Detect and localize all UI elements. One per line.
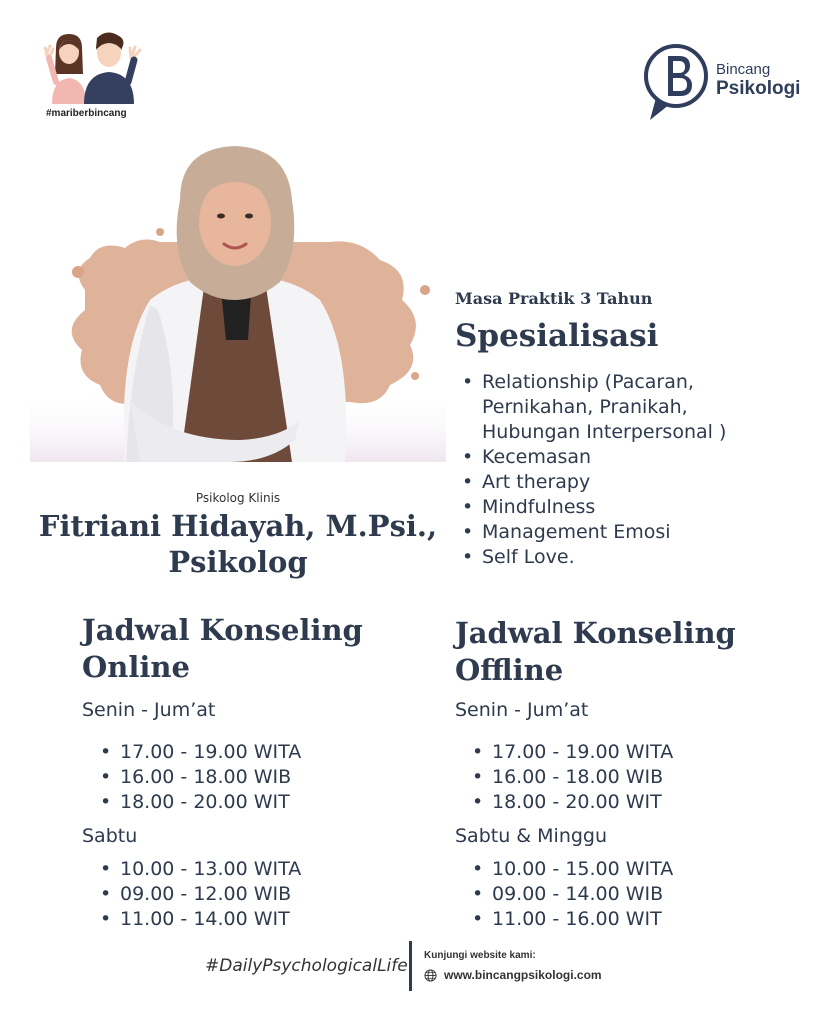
online-weekday-times	[100, 740, 301, 815]
time-slot: • 11.00 - 14.00 WIT	[100, 907, 301, 932]
online-schedule-title	[82, 612, 363, 686]
time-slot: • 16.00 - 18.00 WIB	[472, 765, 673, 790]
time-slot: • 10.00 - 15.00 WITA	[472, 857, 673, 882]
time-slot: • 18.00 - 20.00 WIT	[472, 790, 673, 815]
specialization-list	[462, 370, 762, 570]
time-slot: • 16.00 - 18.00 WIB	[100, 765, 301, 790]
specialization-item: • Relationship (Pacaran, Pernikahan, Pranikah, Hubungan Interpersonal )	[462, 370, 762, 445]
specialization-title: Spesialisasi	[455, 318, 659, 354]
time-slot: • 09.00 - 14.00 WIB	[472, 882, 673, 907]
psychologist-name-line2: Psikolog	[168, 545, 308, 579]
offline-weekday-label: Senin - Jum’at	[455, 699, 589, 721]
specialization-item: • Kecemasan	[462, 445, 762, 470]
specialization-item: • Management Emosi	[462, 520, 762, 545]
time-slot: • 17.00 - 19.00 WITA	[100, 740, 301, 765]
time-slot: • 10.00 - 13.00 WITA	[100, 857, 301, 882]
footer-divider	[409, 941, 412, 991]
specialization-item: • Self Love.	[462, 545, 762, 570]
time-slot: • 17.00 - 19.00 WITA	[472, 740, 673, 765]
practice-experience: Masa Praktik 3 Tahun	[455, 289, 653, 308]
specialization-item: • Art therapy	[462, 470, 762, 495]
mascot-hashtag: #mariberbincang	[46, 108, 127, 119]
specialization-item: • Mindfulness	[462, 495, 762, 520]
offline-title-line1: Jadwal Konseling	[455, 616, 736, 650]
time-slot: • 18.00 - 20.00 WIT	[100, 790, 301, 815]
profile-subtitle: Psikolog Klinis	[195, 491, 281, 505]
time-slot: • 09.00 - 12.00 WIB	[100, 882, 301, 907]
online-weekday-label: Senin - Jum’at	[82, 699, 216, 721]
online-title-line2: Online	[82, 650, 190, 684]
offline-title-line2: Offline	[455, 653, 564, 687]
waving-couple-illustration	[42, 28, 142, 104]
offline-schedule-title	[455, 615, 736, 689]
online-title-line1: Jadwal Konseling	[82, 613, 363, 647]
online-weekend-times	[100, 857, 301, 932]
psychologist-name	[20, 508, 456, 580]
logo-text-psikologi: Psikologi	[716, 78, 801, 99]
psychologist-name-line1: Fitriani Hidayah, M.Psi.,	[38, 509, 438, 543]
globe-icon	[424, 969, 437, 982]
offline-weekday-times	[472, 740, 673, 815]
online-weekend-label: Sabtu	[82, 825, 138, 847]
psychologist-photo	[30, 140, 446, 462]
offline-weekend-times	[472, 857, 673, 932]
website-link[interactable]: www.bincangpsikologi.com	[444, 968, 602, 982]
logo-text-bincang: Bincang	[716, 61, 771, 78]
footer-visit-label: Kunjungi website kami:	[424, 950, 536, 961]
footer-hashtag: #DailyPsychologicalLife	[205, 956, 408, 976]
time-slot: • 11.00 - 16.00 WIT	[472, 907, 673, 932]
offline-weekend-label: Sabtu & Minggu	[455, 825, 608, 847]
